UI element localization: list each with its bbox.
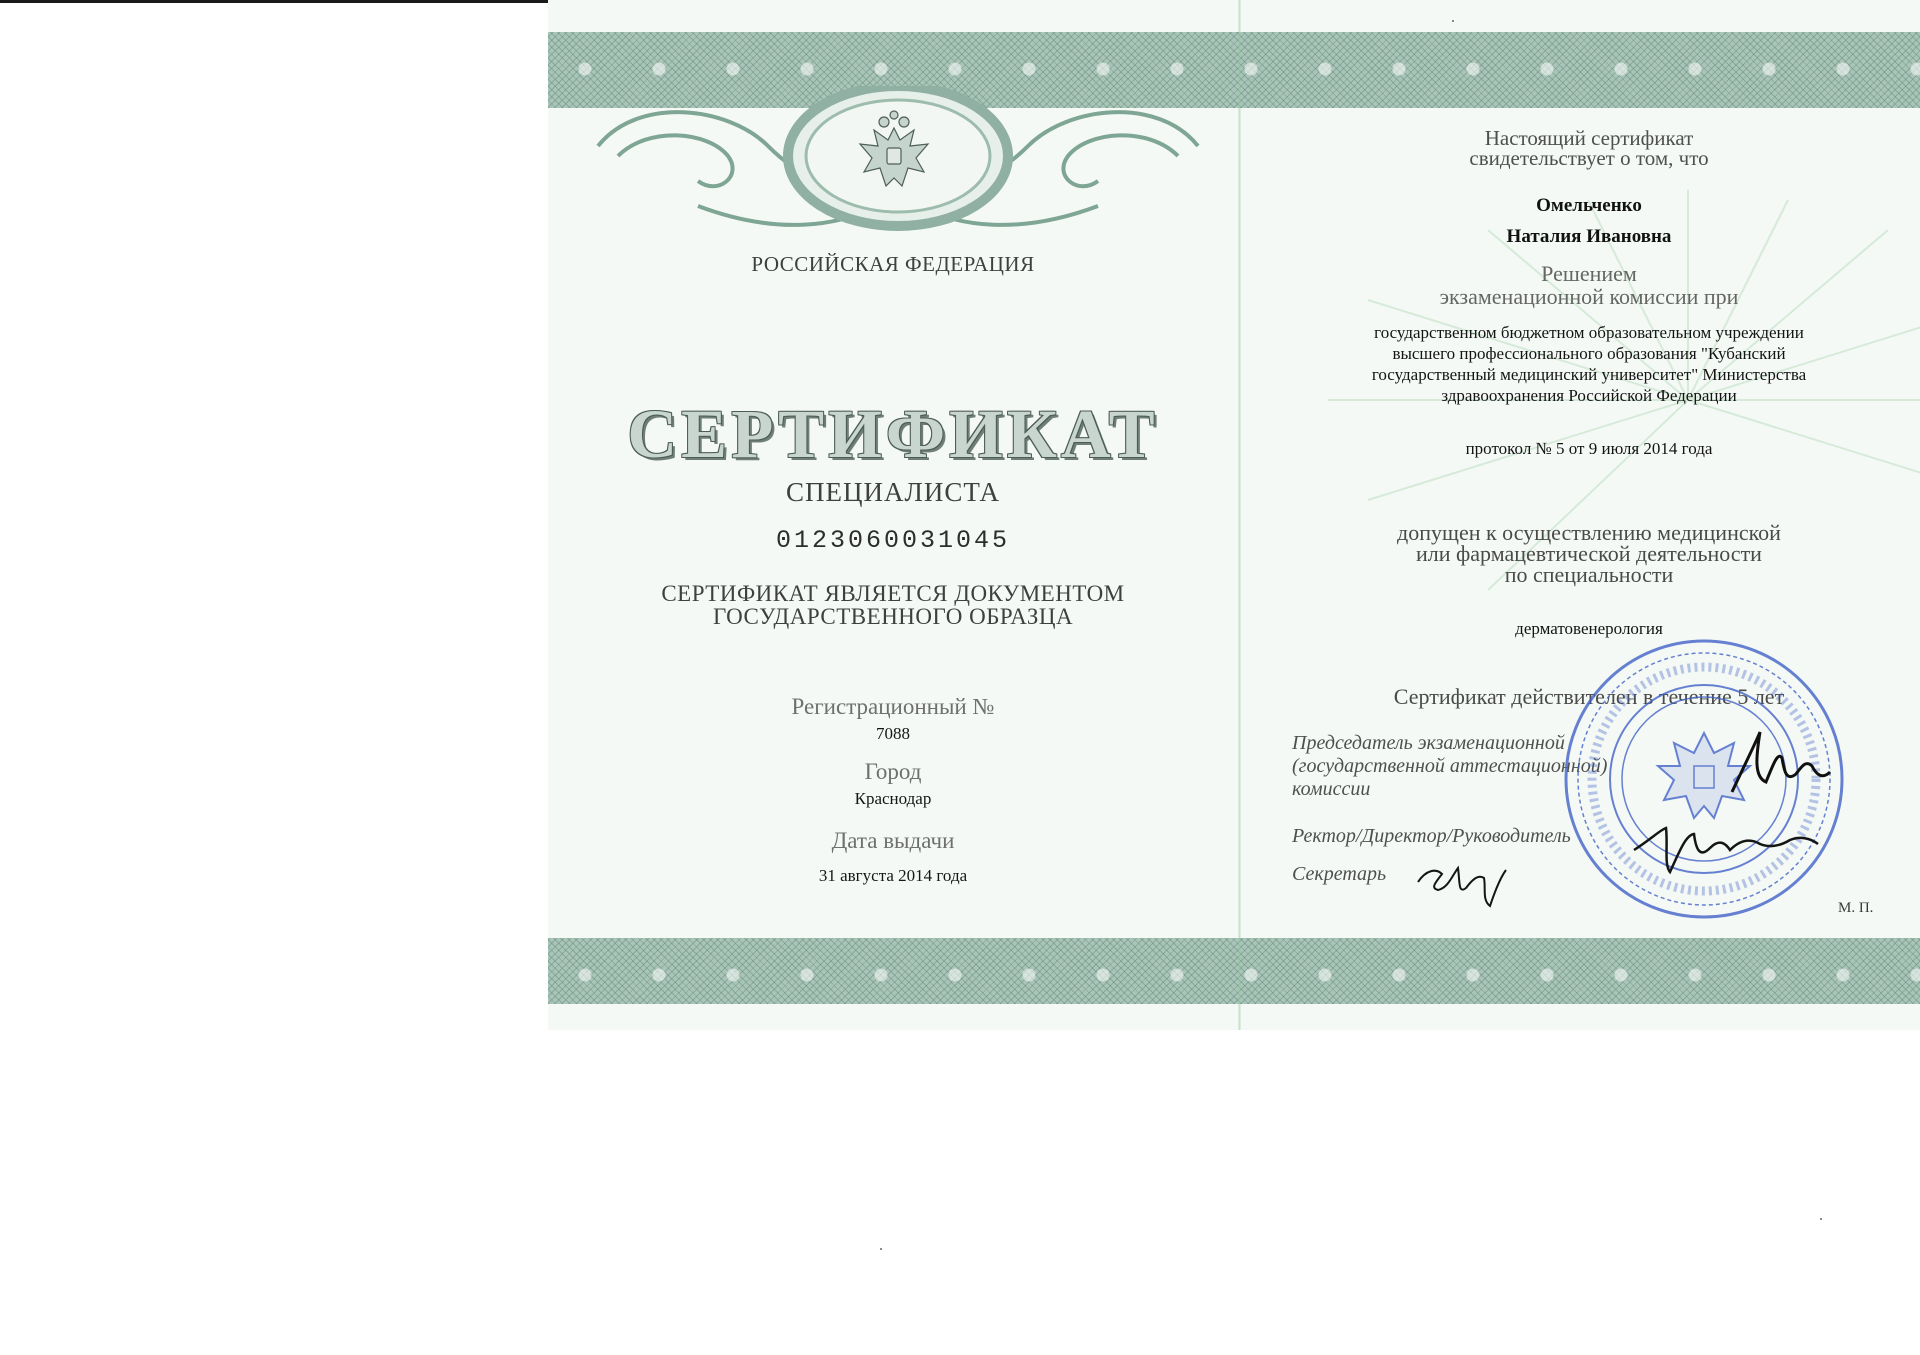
specialty-value: дерматовенерология: [1515, 619, 1663, 638]
issue-date-value: 31 августа 2014 года: [818, 866, 968, 885]
decision-line-1: Решением: [1541, 261, 1637, 286]
registration-label: Регистрационный №: [791, 694, 995, 719]
secretary-signature: [1412, 848, 1512, 912]
coat-of-arms-icon: [854, 110, 934, 200]
certificate-subtitle: СПЕЦИАЛИСТА: [786, 477, 1000, 507]
validity-line: Сертификат действителен в течение 5 лет: [1393, 684, 1785, 709]
institution-line: здравоохранения Российской Федерации: [1441, 386, 1737, 405]
secretary-label: Секретарь: [1292, 863, 1387, 885]
issue-date-label: Дата выдачи: [831, 828, 955, 853]
holder-name: Наталия Ивановна: [1506, 226, 1672, 247]
protocol-line: протокол № 5 от 9 июля 2014 года: [1465, 439, 1713, 458]
guilloche-band-bottom: [548, 938, 1920, 1004]
scan-speck: [880, 1248, 882, 1250]
rector-label: Ректор/Директор/Руководитель: [1292, 825, 1571, 847]
decision-line-2: экзаменационной комиссии при: [1439, 284, 1739, 309]
seal-place-mark: М. П.: [1838, 900, 1874, 916]
center-fold: [1238, 0, 1241, 1030]
scan-edge-line: [0, 0, 548, 3]
admission-line: по специальности: [1504, 562, 1674, 587]
city-value: Краснодар: [854, 789, 932, 808]
intro-line-1: Настоящий сертификат: [1484, 126, 1694, 150]
document-status-line-2: ГОСУДАРСТВЕННОГО ОБРАЗЦА: [712, 604, 1074, 629]
document-status-line-1: СЕРТИФИКАТ ЯВЛЯЕТСЯ ДОКУМЕНТОМ: [661, 581, 1125, 606]
country-heading: РОССИЙСКАЯ ФЕДЕРАЦИЯ: [751, 252, 1035, 276]
rector-signature: [1630, 810, 1820, 880]
holder-surname: Омельченко: [1536, 195, 1642, 216]
chairman-label: Председатель экзаменационной: [1292, 732, 1565, 754]
city-label: Город: [864, 759, 922, 784]
institution-line: высшего профессионального образования "Кубанский: [1392, 344, 1786, 363]
certificate-number: 0123060031045: [775, 526, 1011, 555]
scan-speck: [1820, 1218, 1822, 1220]
admission-line: допущен к осуществлению медицинской: [1397, 520, 1781, 545]
institution-line: государственном бюджетном образовательном учреждении: [1374, 323, 1804, 342]
chairman-label: комиссии: [1292, 778, 1371, 800]
intro-line-2: свидетельствует о том, что: [1469, 146, 1709, 170]
registration-value: 7088: [876, 724, 910, 743]
institution-line: государственный медицинский университет" Министерства: [1371, 365, 1807, 384]
scan-speck: [1452, 20, 1454, 22]
chairman-signature: [1726, 722, 1836, 802]
admission-line: или фармацевтической деятельности: [1416, 541, 1762, 566]
chairman-label: (государственной аттестационной): [1292, 755, 1608, 777]
certificate-title: СЕРТИФИКАТ: [627, 396, 1159, 472]
